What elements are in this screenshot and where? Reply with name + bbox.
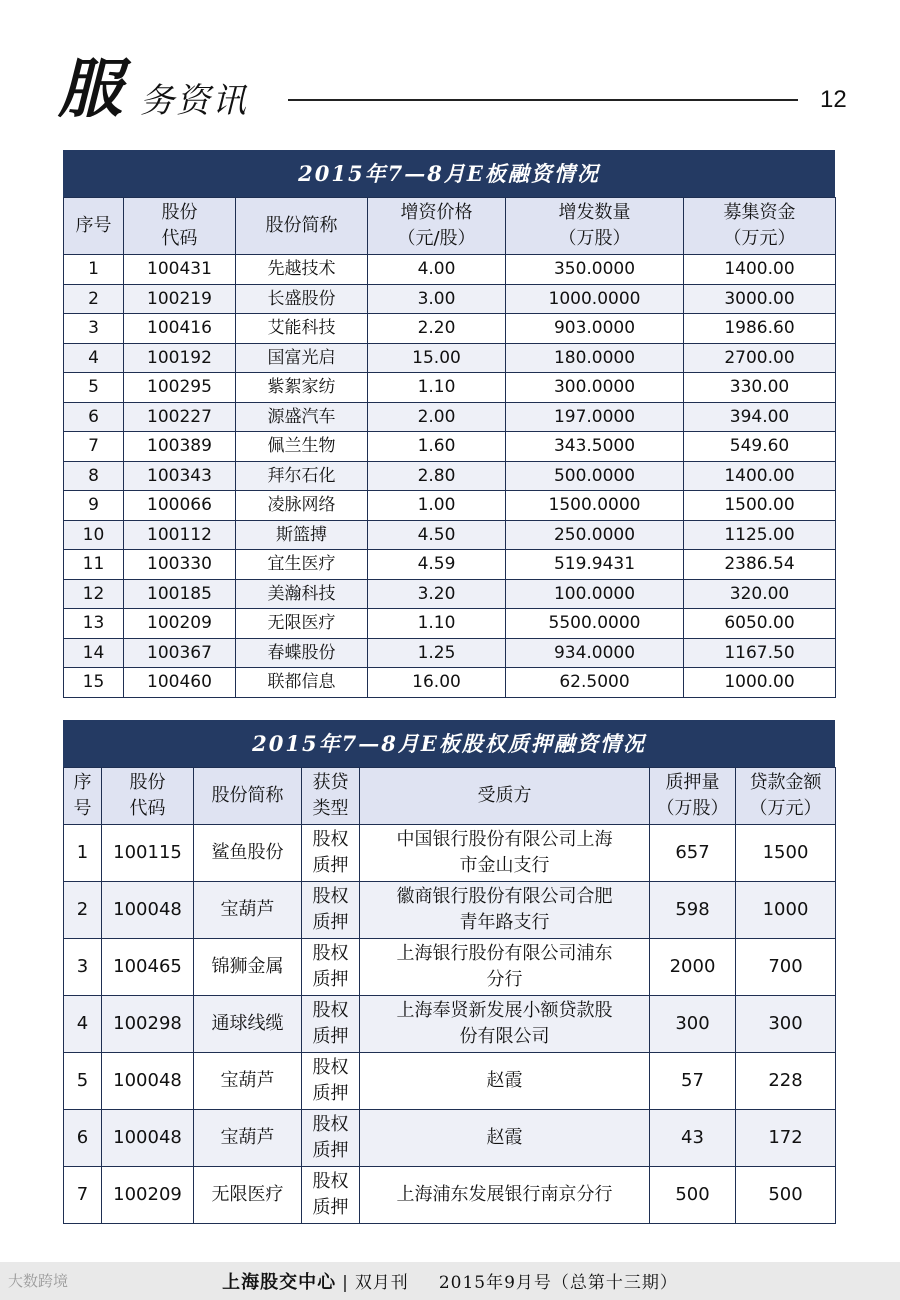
- table-cell: 100066: [124, 491, 236, 521]
- cell-line: 分行: [486, 969, 523, 990]
- table-cell: 903.0000: [506, 314, 684, 344]
- table-cell: 100209: [124, 609, 236, 639]
- table-row: [64, 284, 836, 314]
- table-cell: 美瀚科技: [236, 579, 368, 609]
- table-cell: 2.80: [368, 461, 506, 491]
- cell-line: 青年路支行: [459, 912, 550, 933]
- table-cell: 62.5000: [506, 668, 684, 698]
- publisher-name: 上海股交中心: [222, 1272, 337, 1293]
- page-number: 12: [820, 86, 847, 113]
- cell-line: 股权: [312, 886, 349, 907]
- cell-line: 股权: [312, 1057, 349, 1078]
- column-header-line: 增发数量: [558, 202, 631, 223]
- column-header: [102, 768, 194, 825]
- table-row: [64, 461, 836, 491]
- column-header-line: 序号: [75, 215, 112, 236]
- table-cell: 1000.00: [684, 668, 836, 698]
- table-cell: [302, 939, 360, 996]
- table-cell: 100115: [102, 825, 194, 882]
- table-cell: 100330: [124, 550, 236, 580]
- equity-financing-title: 2015年7—8月E板融资情况: [63, 150, 835, 197]
- table-row: [64, 520, 836, 550]
- table-row: [64, 432, 836, 462]
- table-cell: 197.0000: [506, 402, 684, 432]
- column-header-line: 序: [73, 772, 92, 793]
- cell-line: 赵霞: [486, 1070, 523, 1091]
- footer-text: [0, 1268, 900, 1294]
- table-row: [64, 550, 836, 580]
- table-cell: 228: [736, 1053, 836, 1110]
- table-cell: 2386.54: [684, 550, 836, 580]
- cell-line: 股权: [312, 1114, 349, 1135]
- watermark: 大数跨境: [8, 1272, 69, 1290]
- equity-financing-grid: [63, 197, 836, 698]
- table-cell: 500: [736, 1167, 836, 1224]
- column-header-line: （万元）: [749, 798, 822, 819]
- cell-line: 中国银行股份有限公司上海: [396, 829, 613, 850]
- table-cell: [302, 882, 360, 939]
- table-cell: 4: [64, 996, 102, 1053]
- column-header: [684, 198, 836, 255]
- table-cell: 100192: [124, 343, 236, 373]
- column-header-line: 获贷: [312, 772, 349, 793]
- table-cell: 16.00: [368, 668, 506, 698]
- table-cell: [360, 1167, 650, 1224]
- table-cell: 3.20: [368, 579, 506, 609]
- table-row: [64, 343, 836, 373]
- table-row: [64, 373, 836, 403]
- table-row: [64, 939, 836, 996]
- table-row: [64, 609, 836, 639]
- table-cell: 100227: [124, 402, 236, 432]
- cell-line: 市金山支行: [459, 855, 550, 876]
- table-cell: 宝葫芦: [194, 1053, 302, 1110]
- cell-line: 质押: [312, 1083, 349, 1104]
- table-cell: 1000.0000: [506, 284, 684, 314]
- table-cell: [360, 1053, 650, 1110]
- table-row: [64, 314, 836, 344]
- cell-line: 赵霞: [486, 1127, 523, 1148]
- table-cell: 549.60: [684, 432, 836, 462]
- table-cell: 100343: [124, 461, 236, 491]
- table-cell: 1: [64, 255, 124, 285]
- header-rule: [288, 99, 798, 101]
- pledge-financing-title: 2015年7—8月E板股权质押融资情况: [63, 720, 835, 767]
- table-cell: 100298: [102, 996, 194, 1053]
- table-cell: [360, 882, 650, 939]
- table-cell: 1.25: [368, 638, 506, 668]
- table-cell: 2.20: [368, 314, 506, 344]
- table-cell: 佩兰生物: [236, 432, 368, 462]
- table-cell: 1.10: [368, 609, 506, 639]
- table-row: [64, 491, 836, 521]
- table-cell: 320.00: [684, 579, 836, 609]
- table-cell: 350.0000: [506, 255, 684, 285]
- table-cell: [302, 825, 360, 882]
- table-cell: [360, 825, 650, 882]
- table-cell: 700: [736, 939, 836, 996]
- column-header: [194, 768, 302, 825]
- cell-line: 上海浦东发展银行南京分行: [396, 1184, 613, 1205]
- table-cell: 宝葫芦: [194, 1110, 302, 1167]
- cell-line: 股权: [312, 1000, 349, 1021]
- cell-line: 份有限公司: [459, 1026, 550, 1047]
- column-header-line: 募集资金: [723, 202, 796, 223]
- table-cell: 100295: [124, 373, 236, 403]
- cell-line: 质押: [312, 855, 349, 876]
- table-cell: 100416: [124, 314, 236, 344]
- table-cell: 1500: [736, 825, 836, 882]
- table-cell: 172: [736, 1110, 836, 1167]
- cell-line: 质押: [312, 1197, 349, 1218]
- table-cell: 5: [64, 1053, 102, 1110]
- table-cell: 5500.0000: [506, 609, 684, 639]
- table-cell: 100.0000: [506, 579, 684, 609]
- table-cell: 3.00: [368, 284, 506, 314]
- table-cell: 100048: [102, 882, 194, 939]
- table-row: [64, 255, 836, 285]
- table-row: [64, 1053, 836, 1110]
- table-cell: 100048: [102, 1110, 194, 1167]
- column-header-line: 号: [73, 798, 92, 819]
- table-cell: 9: [64, 491, 124, 521]
- section-title-initial: 服: [58, 52, 122, 127]
- table-cell: 57: [650, 1053, 736, 1110]
- column-header-line: 股份: [129, 772, 166, 793]
- table-cell: 3: [64, 939, 102, 996]
- table-cell: 1500.0000: [506, 491, 684, 521]
- table-cell: 100185: [124, 579, 236, 609]
- table-cell: 15: [64, 668, 124, 698]
- table-cell: 4: [64, 343, 124, 373]
- column-header: [64, 198, 124, 255]
- publication-frequency: 双月刊: [354, 1273, 409, 1293]
- table-cell: 联都信息: [236, 668, 368, 698]
- table-cell: 330.00: [684, 373, 836, 403]
- table-cell: 宝葫芦: [194, 882, 302, 939]
- table-row: [64, 402, 836, 432]
- table-cell: [360, 996, 650, 1053]
- column-header-line: 受质方: [477, 785, 532, 806]
- table-cell: 15.00: [368, 343, 506, 373]
- table-row: [64, 1110, 836, 1167]
- pledge-financing-table: [63, 720, 835, 1224]
- column-header-line: 质押量: [665, 772, 720, 793]
- table-cell: 6: [64, 1110, 102, 1167]
- table-cell: 500: [650, 1167, 736, 1224]
- table-cell: 14: [64, 638, 124, 668]
- table-cell: [302, 996, 360, 1053]
- table-cell: 4.00: [368, 255, 506, 285]
- table-row: [64, 579, 836, 609]
- table-row: [64, 1167, 836, 1224]
- column-header-line: （万股）: [558, 228, 631, 249]
- table-cell: 10: [64, 520, 124, 550]
- column-header-line: 贷款金额: [749, 772, 822, 793]
- cell-line: 上海奉贤新发展小额贷款股: [396, 1000, 613, 1021]
- table-cell: 宜生医疗: [236, 550, 368, 580]
- table-cell: 100112: [124, 520, 236, 550]
- table-cell: 先越技术: [236, 255, 368, 285]
- table-row: [64, 882, 836, 939]
- table-cell: 300.0000: [506, 373, 684, 403]
- table-cell: 519.9431: [506, 550, 684, 580]
- footer-separator: |: [342, 1273, 349, 1293]
- column-header: [650, 768, 736, 825]
- column-header-line: 股份: [161, 202, 198, 223]
- column-header: [124, 198, 236, 255]
- table-cell: 1000: [736, 882, 836, 939]
- table-cell: 紫絮家纺: [236, 373, 368, 403]
- table-cell: 源盛汽车: [236, 402, 368, 432]
- table-cell: 4.50: [368, 520, 506, 550]
- table-cell: 1400.00: [684, 461, 836, 491]
- table-cell: 1400.00: [684, 255, 836, 285]
- column-header: [302, 768, 360, 825]
- table-cell: 1.00: [368, 491, 506, 521]
- table-row: [64, 825, 836, 882]
- table-cell: 100465: [102, 939, 194, 996]
- cell-line: 上海银行股份有限公司浦东: [396, 943, 613, 964]
- table-cell: 2: [64, 882, 102, 939]
- column-header-line: （万股）: [656, 798, 729, 819]
- table-cell: 1.10: [368, 373, 506, 403]
- table-cell: [302, 1053, 360, 1110]
- table-cell: 7: [64, 432, 124, 462]
- table-cell: [360, 939, 650, 996]
- cell-line: 徽商银行股份有限公司合肥: [396, 886, 613, 907]
- column-header-line: 股份简称: [265, 215, 338, 236]
- table-row: [64, 996, 836, 1053]
- pledge-financing-grid: [63, 767, 836, 1224]
- table-cell: 1: [64, 825, 102, 882]
- table-cell: 3000.00: [684, 284, 836, 314]
- table-cell: 343.5000: [506, 432, 684, 462]
- table-cell: 2000: [650, 939, 736, 996]
- cell-line: 质押: [312, 1140, 349, 1161]
- table-cell: 6050.00: [684, 609, 836, 639]
- table-cell: 6: [64, 402, 124, 432]
- column-header-line: 增资价格: [400, 202, 473, 223]
- cell-line: 股权: [312, 943, 349, 964]
- table-header-row: [64, 768, 836, 825]
- table-cell: 598: [650, 882, 736, 939]
- table-cell: 43: [650, 1110, 736, 1167]
- table-cell: 通球线缆: [194, 996, 302, 1053]
- table-cell: 2: [64, 284, 124, 314]
- table-cell: [360, 1110, 650, 1167]
- column-header-line: 股份简称: [211, 785, 284, 806]
- column-header-line: 代码: [161, 228, 198, 249]
- column-header-line: （元/股）: [397, 228, 476, 249]
- table-cell: 394.00: [684, 402, 836, 432]
- table-cell: 1167.50: [684, 638, 836, 668]
- table-cell: 无限医疗: [194, 1167, 302, 1224]
- table-cell: 300: [736, 996, 836, 1053]
- cell-line: 质押: [312, 1026, 349, 1047]
- column-header-line: 代码: [129, 798, 166, 819]
- issue-label: 2015年9月号（总第十三期）: [438, 1273, 678, 1293]
- column-header: [360, 768, 650, 825]
- table-cell: 934.0000: [506, 638, 684, 668]
- table-cell: 100460: [124, 668, 236, 698]
- column-header: [736, 768, 836, 825]
- table-row: [64, 668, 836, 698]
- table-cell: 1.60: [368, 432, 506, 462]
- cell-line: 股权: [312, 829, 349, 850]
- table-cell: 锦狮金属: [194, 939, 302, 996]
- table-cell: [302, 1167, 360, 1224]
- table-cell: 拜尔石化: [236, 461, 368, 491]
- table-cell: 100367: [124, 638, 236, 668]
- column-header-line: 类型: [312, 798, 349, 819]
- table-cell: 11: [64, 550, 124, 580]
- column-header-line: （万元）: [723, 228, 796, 249]
- table-cell: 250.0000: [506, 520, 684, 550]
- table-cell: 凌脉网络: [236, 491, 368, 521]
- table-header-row: [64, 198, 836, 255]
- column-header: [236, 198, 368, 255]
- table-cell: 无限医疗: [236, 609, 368, 639]
- equity-financing-table: [63, 150, 835, 698]
- table-cell: 8: [64, 461, 124, 491]
- table-cell: 100209: [102, 1167, 194, 1224]
- table-cell: 4.59: [368, 550, 506, 580]
- column-header: [368, 198, 506, 255]
- table-cell: 国富光启: [236, 343, 368, 373]
- table-cell: 100219: [124, 284, 236, 314]
- table-cell: 1125.00: [684, 520, 836, 550]
- cell-line: 质押: [312, 912, 349, 933]
- column-header: [64, 768, 102, 825]
- table-cell: 100048: [102, 1053, 194, 1110]
- table-cell: 3: [64, 314, 124, 344]
- table-cell: 长盛股份: [236, 284, 368, 314]
- table-cell: 180.0000: [506, 343, 684, 373]
- table-cell: 5: [64, 373, 124, 403]
- column-header: [506, 198, 684, 255]
- table-cell: 2700.00: [684, 343, 836, 373]
- cell-line: 质押: [312, 969, 349, 990]
- table-cell: 斯篮搏: [236, 520, 368, 550]
- table-cell: 100431: [124, 255, 236, 285]
- table-cell: 300: [650, 996, 736, 1053]
- table-cell: 2.00: [368, 402, 506, 432]
- table-cell: 500.0000: [506, 461, 684, 491]
- table-cell: 7: [64, 1167, 102, 1224]
- table-cell: 12: [64, 579, 124, 609]
- section-title-rest: 务资讯: [140, 81, 248, 121]
- table-cell: 1500.00: [684, 491, 836, 521]
- table-cell: 100389: [124, 432, 236, 462]
- table-cell: [302, 1110, 360, 1167]
- table-row: [64, 638, 836, 668]
- cell-line: 股权: [312, 1171, 349, 1192]
- table-cell: 1986.60: [684, 314, 836, 344]
- table-cell: 艾能科技: [236, 314, 368, 344]
- table-cell: 13: [64, 609, 124, 639]
- table-cell: 春蝶股份: [236, 638, 368, 668]
- table-cell: 657: [650, 825, 736, 882]
- table-cell: 鲨鱼股份: [194, 825, 302, 882]
